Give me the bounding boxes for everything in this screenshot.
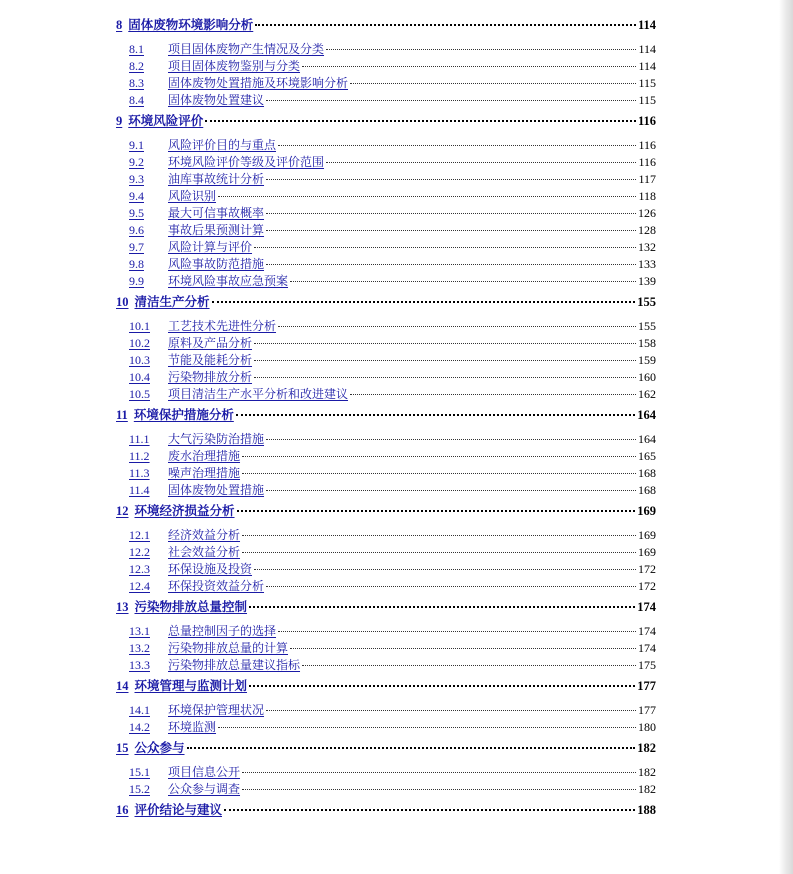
toc-title[interactable]: 环境风险评价等级及评价范围 — [168, 155, 325, 169]
toc-section-10-2[interactable] — [129, 335, 656, 352]
toc-number[interactable]: 9.1 — [129, 138, 144, 152]
toc-section-11-1[interactable] — [129, 431, 656, 448]
toc-title[interactable]: 固体废物环境影响分析 — [128, 18, 254, 32]
dot-leader — [249, 606, 635, 608]
toc-page-number: 117 — [638, 172, 656, 186]
toc-chapter-8[interactable] — [116, 17, 656, 34]
toc-section-13-3[interactable] — [129, 657, 656, 674]
toc-page-number: 114 — [638, 59, 656, 73]
toc-title[interactable]: 工艺技术先进性分析 — [168, 319, 277, 333]
toc-page-number: 172 — [638, 579, 656, 593]
toc-page-number: 165 — [638, 449, 656, 463]
toc-number[interactable]: 11.3 — [129, 466, 150, 480]
dot-leader — [224, 809, 635, 811]
toc-section-9-8[interactable] — [129, 256, 656, 273]
dot-leader — [302, 665, 636, 666]
toc-section-11-4[interactable] — [129, 482, 656, 499]
toc-chapter-10[interactable] — [116, 294, 656, 311]
toc-number[interactable]: 12 — [116, 504, 129, 518]
toc-number[interactable]: 13.2 — [129, 641, 150, 655]
toc-number[interactable]: 10.1 — [129, 319, 150, 333]
toc-number[interactable]: 10 — [116, 295, 129, 309]
toc-number[interactable]: 11.4 — [129, 483, 150, 497]
toc-page-number: 182 — [638, 782, 656, 796]
toc-title[interactable]: 噪声治理措施 — [168, 466, 241, 480]
toc-number[interactable]: 13.3 — [129, 658, 150, 672]
toc-section-9-7[interactable] — [129, 239, 656, 256]
toc-title[interactable]: 事故后果预测计算 — [168, 223, 265, 237]
toc-number[interactable]: 11.2 — [129, 449, 150, 463]
toc-section-10-5[interactable] — [129, 386, 656, 403]
toc-number[interactable]: 9.9 — [129, 274, 144, 288]
dot-leader — [290, 281, 636, 282]
toc-section-8-3[interactable] — [129, 75, 656, 92]
dot-leader — [290, 648, 636, 649]
toc-title[interactable]: 公众参与 — [134, 741, 185, 755]
dot-leader — [254, 360, 636, 361]
toc-title[interactable]: 油库事故统计分析 — [168, 172, 265, 186]
toc-number[interactable]: 9.2 — [129, 155, 144, 169]
toc-title[interactable]: 固体废物处置措施及环境影响分析 — [168, 76, 349, 90]
toc-title[interactable]: 环保设施及投资 — [168, 562, 253, 576]
toc-page-number: 116 — [638, 138, 656, 152]
toc-section-8-4[interactable] — [129, 92, 656, 109]
toc-section-14-2[interactable] — [129, 719, 656, 736]
toc-title[interactable]: 环保投资效益分析 — [168, 579, 265, 593]
toc-title[interactable]: 项目信息公开 — [168, 765, 241, 779]
toc-page-number: 114 — [637, 18, 656, 32]
toc-section-15-2[interactable] — [129, 781, 656, 798]
toc-section-11-3[interactable] — [129, 465, 656, 482]
toc-page-number: 168 — [638, 483, 656, 497]
toc-page-number: 182 — [638, 765, 656, 779]
dot-leader — [350, 83, 636, 84]
toc-page-number: 169 — [638, 545, 656, 559]
dot-leader — [187, 747, 636, 749]
toc-section-12-2[interactable] — [129, 544, 656, 561]
toc-section-9-3[interactable] — [129, 171, 656, 188]
toc-page-number: 158 — [638, 336, 656, 350]
toc-page-number: 174 — [637, 600, 656, 614]
toc-section-8-2[interactable] — [129, 58, 656, 75]
toc-title[interactable]: 总量控制因子的选择 — [168, 624, 277, 638]
toc-page-number: 174 — [638, 641, 656, 655]
toc-page-number: 175 — [638, 658, 656, 672]
toc-number[interactable]: 10.5 — [129, 387, 150, 401]
toc-section-10-3[interactable] — [129, 352, 656, 369]
toc-section-14-1[interactable] — [129, 702, 656, 719]
toc-number[interactable]: 9.7 — [129, 240, 144, 254]
toc-page-number: 133 — [638, 257, 656, 271]
dot-leader — [266, 230, 636, 231]
page-edge-shadow — [779, 0, 793, 874]
toc-page-number: 118 — [638, 189, 656, 203]
dot-leader — [242, 456, 636, 457]
toc-title[interactable]: 环境保护措施分析 — [133, 408, 234, 422]
toc-number[interactable]: 10.2 — [129, 336, 150, 350]
dot-leader — [254, 343, 636, 344]
toc-title[interactable]: 公众参与调查 — [168, 782, 241, 796]
toc-section-11-2[interactable] — [129, 448, 656, 465]
toc-section-9-1[interactable] — [129, 137, 656, 154]
toc-title[interactable]: 污染物排放总量控制 — [134, 600, 248, 614]
toc-chapter-16[interactable] — [116, 802, 656, 819]
toc-page-number: 177 — [637, 679, 656, 693]
toc-number[interactable]: 9.4 — [129, 189, 144, 203]
dot-leader — [242, 772, 636, 773]
toc-chapter-12[interactable] — [116, 503, 656, 520]
toc-page-number: 160 — [638, 370, 656, 384]
dot-leader — [218, 727, 636, 728]
toc-section-13-2[interactable] — [129, 640, 656, 657]
toc-page-number: 162 — [638, 387, 656, 401]
toc-title[interactable]: 环境风险评价 — [128, 114, 204, 128]
toc-number[interactable]: 12.1 — [129, 528, 150, 542]
dot-leader — [237, 510, 636, 512]
dot-leader — [218, 196, 636, 197]
toc-title[interactable]: 环境管理与监测计划 — [134, 679, 248, 693]
dot-leader — [266, 586, 636, 587]
toc-number[interactable]: 9.6 — [129, 223, 144, 237]
toc-page-number: 168 — [638, 466, 656, 480]
toc-title[interactable]: 原料及产品分析 — [168, 336, 253, 350]
toc-title[interactable]: 固体废物处置建议 — [168, 93, 265, 107]
dot-leader — [254, 247, 636, 248]
dot-leader — [278, 145, 636, 146]
toc-number[interactable]: 16 — [116, 803, 129, 817]
toc-chapter-15[interactable] — [116, 740, 656, 757]
toc-page-number: 132 — [638, 240, 656, 254]
toc-title[interactable]: 风险评价目的与重点 — [168, 138, 277, 152]
toc-section-9-2[interactable] — [129, 154, 656, 171]
toc-page-number: 169 — [637, 504, 656, 518]
toc-page-number: 114 — [638, 42, 656, 56]
toc-page-number: 182 — [637, 741, 656, 755]
toc-number[interactable]: 10.3 — [129, 353, 150, 367]
toc-page-number: 155 — [638, 319, 656, 333]
dot-leader — [278, 326, 636, 327]
toc-number[interactable]: 8.1 — [129, 42, 144, 56]
toc-title[interactable]: 项目固体废物产生情况及分类 — [168, 42, 325, 56]
toc-number[interactable]: 8.3 — [129, 76, 144, 90]
toc-title[interactable]: 环境风险事故应急预案 — [168, 274, 289, 288]
toc-title[interactable]: 污染物排放分析 — [168, 370, 253, 384]
dot-leader — [242, 789, 636, 790]
toc-section-12-1[interactable] — [129, 527, 656, 544]
toc-number[interactable]: 11.1 — [129, 432, 150, 446]
toc-title[interactable]: 环境保护管理状况 — [168, 703, 265, 717]
toc-number[interactable]: 14.1 — [129, 703, 150, 717]
toc-title[interactable]: 节能及能耗分析 — [168, 353, 253, 367]
toc-page-number: 159 — [638, 353, 656, 367]
dot-leader — [266, 439, 636, 440]
toc-page-number: 115 — [638, 76, 656, 90]
toc-title[interactable]: 最大可信事故概率 — [168, 206, 265, 220]
toc-chapter-11[interactable] — [116, 407, 656, 424]
toc-number[interactable]: 14 — [116, 679, 129, 693]
toc-number[interactable]: 14.2 — [129, 720, 150, 734]
dot-leader — [255, 24, 636, 26]
toc-number[interactable]: 8.2 — [129, 59, 144, 73]
toc-number[interactable]: 13 — [116, 600, 129, 614]
toc-section-10-1[interactable] — [129, 318, 656, 335]
dot-leader — [266, 264, 636, 265]
toc-number[interactable]: 15.1 — [129, 765, 150, 779]
dot-leader — [278, 631, 636, 632]
toc-number[interactable]: 9 — [116, 114, 123, 128]
toc-title[interactable]: 废水治理措施 — [168, 449, 241, 463]
toc-page-number: 126 — [638, 206, 656, 220]
toc-section-13-1[interactable] — [129, 623, 656, 640]
toc-title[interactable]: 项目固体废物鉴别与分类 — [168, 59, 301, 73]
dot-leader — [326, 162, 636, 163]
dot-leader — [242, 552, 636, 553]
toc-title[interactable]: 固体废物处置措施 — [168, 483, 265, 497]
toc-title[interactable]: 大气污染防治措施 — [168, 432, 265, 446]
dot-leader — [350, 394, 636, 395]
toc-page-number: 169 — [638, 528, 656, 542]
toc-title[interactable]: 污染物排放总量建议指标 — [168, 658, 301, 672]
dot-leader — [236, 414, 635, 416]
dot-leader — [242, 473, 636, 474]
toc-number[interactable]: 15.2 — [129, 782, 150, 796]
toc-page-number: 177 — [638, 703, 656, 717]
toc-number[interactable]: 9.8 — [129, 257, 144, 271]
toc-number[interactable]: 13.1 — [129, 624, 150, 638]
dot-leader — [266, 213, 636, 214]
toc-number[interactable]: 9.5 — [129, 206, 144, 220]
toc-number[interactable]: 15 — [116, 741, 129, 755]
toc-chapter-14[interactable] — [116, 678, 656, 695]
toc-page-number: 116 — [637, 114, 656, 128]
toc-number[interactable]: 12.2 — [129, 545, 150, 559]
toc-page-number: 180 — [638, 720, 656, 734]
toc-title[interactable]: 污染物排放总量的计算 — [168, 641, 289, 655]
toc-title[interactable]: 环境经济损益分析 — [134, 504, 235, 518]
toc-title[interactable]: 风险识别 — [168, 189, 217, 203]
toc-number[interactable]: 10.4 — [129, 370, 150, 384]
toc-section-12-3[interactable] — [129, 561, 656, 578]
toc-section-9-4[interactable] — [129, 188, 656, 205]
dot-leader — [302, 66, 636, 67]
dot-leader — [326, 49, 636, 50]
dot-leader — [242, 535, 636, 536]
toc-page-number: 139 — [638, 274, 656, 288]
toc-title[interactable]: 经济效益分析 — [168, 528, 241, 542]
dot-leader — [205, 120, 636, 122]
toc-page-number: 188 — [637, 803, 656, 817]
dot-leader — [266, 710, 636, 711]
toc-number[interactable]: 9.3 — [129, 172, 144, 186]
toc-page-number: 164 — [638, 432, 656, 446]
toc-page-number: 172 — [638, 562, 656, 576]
dot-leader — [266, 490, 636, 491]
toc-title[interactable]: 清洁生产分析 — [134, 295, 210, 309]
toc-title[interactable]: 风险事故防范措施 — [168, 257, 265, 271]
toc-section-15-1[interactable] — [129, 764, 656, 781]
toc-number[interactable]: 8.4 — [129, 93, 144, 107]
toc-chapter-9[interactable] — [116, 113, 656, 130]
toc-page-number: 115 — [638, 93, 656, 107]
toc-chapter-13[interactable] — [116, 599, 656, 616]
toc-title[interactable]: 评价结论与建议 — [134, 803, 223, 817]
dot-leader — [266, 100, 636, 101]
toc-page-number: 164 — [637, 408, 656, 422]
toc-section-9-6[interactable] — [129, 222, 656, 239]
toc-title[interactable]: 风险计算与评价 — [168, 240, 253, 254]
dot-leader — [266, 179, 636, 180]
toc-section-9-5[interactable] — [129, 205, 656, 222]
toc-section-10-4[interactable] — [129, 369, 656, 386]
toc-number[interactable]: 8 — [116, 18, 123, 32]
toc-number[interactable]: 12.3 — [129, 562, 150, 576]
toc-section-9-9[interactable] — [129, 273, 656, 290]
dot-leader — [212, 301, 636, 303]
toc-title[interactable]: 环境监测 — [168, 720, 217, 734]
toc-page-number: 155 — [637, 295, 656, 309]
dot-leader — [249, 685, 635, 687]
toc-number[interactable]: 12.4 — [129, 579, 150, 593]
toc-title[interactable]: 项目清洁生产水平分析和改进建议 — [168, 387, 349, 401]
toc-page-number: 128 — [638, 223, 656, 237]
toc-section-12-4[interactable] — [129, 578, 656, 595]
dot-leader — [254, 377, 636, 378]
toc-number[interactable]: 11 — [116, 408, 128, 422]
toc-section-8-1[interactable] — [129, 41, 656, 58]
toc-page-number: 174 — [638, 624, 656, 638]
toc-page-number: 116 — [638, 155, 656, 169]
dot-leader — [254, 569, 636, 570]
toc-title[interactable]: 社会效益分析 — [168, 545, 241, 559]
